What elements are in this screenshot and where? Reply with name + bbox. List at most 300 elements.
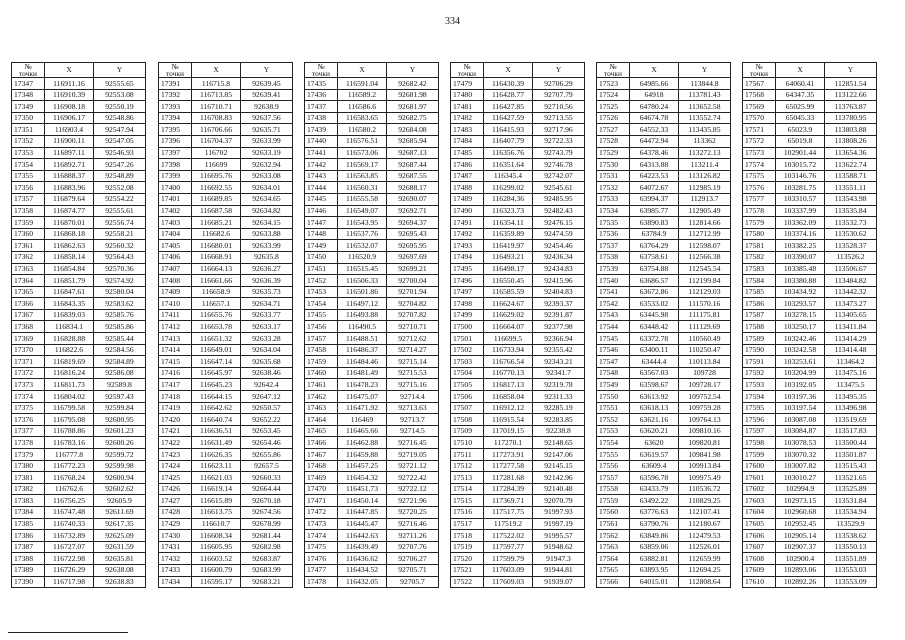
x-coordinate-cell: 117519.2 xyxy=(484,518,533,530)
x-coordinate-cell: 116828.88 xyxy=(45,333,94,345)
x-coordinate-cell: 64918 xyxy=(630,89,679,101)
y-coordinate-cell: 92688.17 xyxy=(387,182,439,194)
point-number-cell: 17478 xyxy=(305,576,338,588)
x-coordinate-cell: 102973.15 xyxy=(776,495,825,507)
y-coordinate-cell: 92632.94 xyxy=(241,159,293,171)
y-coordinate-cell: 92485.95 xyxy=(533,193,585,205)
point-number-cell: 17562 xyxy=(597,530,630,542)
point-number-cell: 17599 xyxy=(743,449,776,461)
point-number-cell: 17582 xyxy=(743,251,776,263)
y-coordinate-cell: 92657.5 xyxy=(241,460,293,472)
y-coordinate-cell: 113362 xyxy=(679,135,731,147)
y-coordinate-cell: 92634.71 xyxy=(241,298,293,310)
x-coordinate-cell: 103146.76 xyxy=(776,170,825,182)
x-coordinate-cell: 65019.8 xyxy=(776,135,825,147)
x-coordinate-cell: 64472.94 xyxy=(630,135,679,147)
x-coordinate-cell: 116651.32 xyxy=(192,333,241,345)
table-row xyxy=(451,449,585,461)
x-coordinate-cell: 103374.16 xyxy=(776,228,825,240)
x-coordinate-cell: 116912.12 xyxy=(484,402,533,414)
y-coordinate-cell: 113780.95 xyxy=(825,112,877,124)
point-number-cell: 17436 xyxy=(305,89,338,101)
y-coordinate-cell: 92617.35 xyxy=(94,518,146,530)
y-coordinate-cell: 109759.28 xyxy=(679,402,731,414)
table-row xyxy=(12,425,146,437)
table-row xyxy=(743,541,877,553)
x-coordinate-cell: 116788.86 xyxy=(45,425,94,437)
table-row xyxy=(743,170,877,182)
y-coordinate-cell: 92687.13 xyxy=(387,147,439,159)
table-row xyxy=(597,298,731,310)
table-row xyxy=(743,530,877,542)
table-row xyxy=(743,402,877,414)
y-coordinate-cell: 92482.43 xyxy=(533,205,585,217)
point-number-cell: 17361 xyxy=(12,240,45,252)
x-coordinate-cell: 116854.84 xyxy=(45,263,94,275)
point-number-cell: 17439 xyxy=(305,124,338,136)
table-row xyxy=(451,147,585,159)
point-number-cell: 17482 xyxy=(451,112,484,124)
y-coordinate-cell: 111570.16 xyxy=(679,298,731,310)
table-row xyxy=(597,251,731,263)
x-coordinate-cell: 116879.64 xyxy=(45,193,94,205)
y-coordinate-cell: 113521.65 xyxy=(825,472,877,484)
point-number-cell: 17418 xyxy=(159,391,192,403)
point-number-cell: 17572 xyxy=(743,135,776,147)
x-coordinate-cell: 116595.17 xyxy=(192,576,241,588)
table-row xyxy=(451,367,585,379)
point-number-cell: 17374 xyxy=(12,391,45,403)
y-coordinate-cell: 92283.85 xyxy=(533,414,585,426)
x-coordinate-cell: 116680.01 xyxy=(192,240,241,252)
point-number-cell: 17558 xyxy=(597,483,630,495)
point-number-cell: 17422 xyxy=(159,437,192,449)
point-number-cell: 17365 xyxy=(12,286,45,298)
table-row xyxy=(305,228,439,240)
x-coordinate-cell: 63790.76 xyxy=(630,518,679,530)
y-coordinate-cell: 92545.61 xyxy=(533,182,585,194)
y-coordinate-cell: 92655.86 xyxy=(241,449,293,461)
y-coordinate-cell: 112598.07 xyxy=(679,240,731,252)
x-coordinate-cell: 116649.01 xyxy=(192,344,241,356)
point-number-cell: 17522 xyxy=(451,576,484,588)
x-coordinate-cell: 116621.03 xyxy=(192,472,241,484)
table-row xyxy=(12,147,146,159)
x-coordinate-cell: 63613.92 xyxy=(630,391,679,403)
point-number-cell: 17500 xyxy=(451,321,484,333)
x-coordinate-cell: 116481.49 xyxy=(338,367,387,379)
point-number-cell: 17549 xyxy=(597,379,630,391)
x-coordinate-cell: 116629.02 xyxy=(484,309,533,321)
y-coordinate-cell: 109764.13 xyxy=(679,414,731,426)
point-number-cell: 17420 xyxy=(159,414,192,426)
table-row xyxy=(159,564,293,576)
point-number-cell: 17553 xyxy=(597,425,630,437)
point-number-cell: 17460 xyxy=(305,367,338,379)
x-coordinate-cell: 117599.79 xyxy=(484,553,533,565)
y-coordinate-cell: 92687.55 xyxy=(387,170,439,182)
x-coordinate-cell: 116624.67 xyxy=(484,298,533,310)
y-coordinate-cell: 109841.98 xyxy=(679,449,731,461)
point-number-cell: 17473 xyxy=(305,518,338,530)
x-coordinate-cell: 103242.58 xyxy=(776,344,825,356)
x-coordinate-cell: 116465.66 xyxy=(338,425,387,437)
x-coordinate-cell: 116573.06 xyxy=(338,147,387,159)
y-coordinate-cell: 92600.94 xyxy=(94,472,146,484)
point-number-cell: 17387 xyxy=(12,541,45,553)
y-coordinate-cell: 92652.22 xyxy=(241,414,293,426)
y-coordinate-cell: 112913.7 xyxy=(679,193,731,205)
y-coordinate-cell: 113515.43 xyxy=(825,460,877,472)
table-row xyxy=(597,391,731,403)
table-row xyxy=(451,228,585,240)
y-coordinate-cell: 92720.25 xyxy=(387,506,439,518)
x-coordinate-cell: 116685.21 xyxy=(192,217,241,229)
point-number-cell: 17414 xyxy=(159,344,192,356)
y-coordinate-cell: 92554.22 xyxy=(94,193,146,205)
y-coordinate-cell: 113552.74 xyxy=(679,112,731,124)
y-coordinate-cell: 92070.79 xyxy=(533,495,585,507)
x-coordinate-cell: 116664.13 xyxy=(192,263,241,275)
y-coordinate-cell: 92681.97 xyxy=(387,101,439,113)
point-number-cell: 17517 xyxy=(451,518,484,530)
x-coordinate-cell: 116555.58 xyxy=(338,193,387,205)
x-coordinate-cell: 116457.25 xyxy=(338,460,387,472)
header-no-label: точки xyxy=(166,69,184,78)
point-number-cell: 17448 xyxy=(305,228,338,240)
x-coordinate-cell: 116658.9 xyxy=(192,286,241,298)
point-number-cell: 17407 xyxy=(159,263,192,275)
table-row xyxy=(305,576,439,588)
table-row xyxy=(743,124,877,136)
x-coordinate-cell: 103278.15 xyxy=(776,309,825,321)
point-number-cell: 17512 xyxy=(451,460,484,472)
y-coordinate-cell: 113442.32 xyxy=(825,286,877,298)
x-coordinate-cell: 117284.39 xyxy=(484,483,533,495)
y-coordinate-cell: 112659.99 xyxy=(679,553,731,565)
y-coordinate-cell: 92415.96 xyxy=(533,275,585,287)
x-coordinate-cell: 117597.77 xyxy=(484,541,533,553)
footer-rule xyxy=(8,632,128,633)
table-row xyxy=(305,391,439,403)
y-coordinate-cell: 92564.43 xyxy=(94,251,146,263)
table-row xyxy=(597,124,731,136)
x-coordinate-cell: 116657.1 xyxy=(192,298,241,310)
point-number-cell: 17416 xyxy=(159,367,192,379)
point-number-cell: 17437 xyxy=(305,101,338,113)
y-coordinate-cell: 92633.77 xyxy=(241,309,293,321)
point-number-cell: 17462 xyxy=(305,391,338,403)
header-no-symbol: № xyxy=(755,62,763,71)
coordinate-table xyxy=(11,62,146,588)
x-coordinate-cell: 63890.83 xyxy=(630,217,679,229)
y-coordinate-cell: 92546.93 xyxy=(94,147,146,159)
y-coordinate-cell: 92713.7 xyxy=(387,414,439,426)
y-coordinate-cell: 92707.79 xyxy=(533,89,585,101)
table-row xyxy=(12,193,146,205)
x-coordinate-cell: 63619.57 xyxy=(630,449,679,461)
x-coordinate-cell: 102893.06 xyxy=(776,564,825,576)
y-coordinate-cell: 92555.61 xyxy=(94,205,146,217)
table-row xyxy=(451,275,585,287)
table-row xyxy=(743,135,877,147)
point-number-cell: 17571 xyxy=(743,124,776,136)
point-number-cell: 17465 xyxy=(305,425,338,437)
x-coordinate-cell: 117609.03 xyxy=(484,576,533,588)
x-coordinate-cell: 116428.77 xyxy=(484,89,533,101)
y-coordinate-cell: 113803.88 xyxy=(825,124,877,136)
x-coordinate-cell: 63985.77 xyxy=(630,205,679,217)
point-number-cell: 17502 xyxy=(451,344,484,356)
x-coordinate-cell: 116868.18 xyxy=(45,228,94,240)
header-point-number xyxy=(12,63,45,78)
y-coordinate-cell: 92585.76 xyxy=(94,309,146,321)
point-number-cell: 17484 xyxy=(451,135,484,147)
table-row xyxy=(743,78,877,90)
point-number-cell: 17412 xyxy=(159,321,192,333)
table-row xyxy=(597,263,731,275)
point-number-cell: 17529 xyxy=(597,147,630,159)
x-coordinate-cell: 116603.52 xyxy=(192,553,241,565)
x-coordinate-cell: 116613.75 xyxy=(192,506,241,518)
y-coordinate-cell: 92722.33 xyxy=(533,135,585,147)
table-row xyxy=(12,78,146,90)
table-row xyxy=(597,506,731,518)
point-number-cell: 17556 xyxy=(597,460,630,472)
point-number-cell: 17568 xyxy=(743,89,776,101)
x-coordinate-cell: 117281.68 xyxy=(484,472,533,484)
point-number-cell: 17545 xyxy=(597,333,630,345)
x-coordinate-cell: 116493.88 xyxy=(338,309,387,321)
y-coordinate-cell: 112905.49 xyxy=(679,205,731,217)
y-coordinate-cell: 92715.53 xyxy=(387,367,439,379)
y-coordinate-cell: 92716.46 xyxy=(387,518,439,530)
table-row xyxy=(451,89,585,101)
point-number-cell: 17565 xyxy=(597,564,630,576)
y-coordinate-cell: 113475.16 xyxy=(825,367,877,379)
point-number-cell: 17600 xyxy=(743,460,776,472)
table-row xyxy=(305,495,439,507)
x-coordinate-cell: 116501.86 xyxy=(338,286,387,298)
x-coordinate-cell: 116713.85 xyxy=(192,89,241,101)
point-number-cell: 17445 xyxy=(305,193,338,205)
table-row xyxy=(743,518,877,530)
point-number-cell: 17425 xyxy=(159,472,192,484)
x-coordinate-cell: 116442.63 xyxy=(338,530,387,542)
point-number-cell: 17507 xyxy=(451,402,484,414)
y-coordinate-cell: 113844.8 xyxy=(679,78,731,90)
point-number-cell: 17479 xyxy=(451,78,484,90)
y-coordinate-cell: 92636.27 xyxy=(241,263,293,275)
x-coordinate-cell: 116874.77 xyxy=(45,205,94,217)
x-coordinate-cell: 117522.02 xyxy=(484,530,533,542)
x-coordinate-cell: 116708.83 xyxy=(192,112,241,124)
table-row xyxy=(451,333,585,345)
table-row xyxy=(305,112,439,124)
y-coordinate-cell: 113411.84 xyxy=(825,321,877,333)
x-coordinate-cell: 103382.25 xyxy=(776,240,825,252)
point-number-cell: 17430 xyxy=(159,530,192,542)
y-coordinate-cell: 110113.84 xyxy=(679,356,731,368)
x-coordinate-cell: 116870.01 xyxy=(45,217,94,229)
table-row xyxy=(597,135,731,147)
x-coordinate-cell: 63754.88 xyxy=(630,263,679,275)
table-row xyxy=(451,564,585,576)
y-coordinate-cell: 92685.94 xyxy=(387,135,439,147)
point-number-cell: 17525 xyxy=(597,101,630,113)
point-number-cell: 17505 xyxy=(451,379,484,391)
header-point-number xyxy=(159,63,192,78)
point-number-cell: 17516 xyxy=(451,506,484,518)
table-row xyxy=(451,530,585,542)
x-coordinate-cell: 63893.95 xyxy=(630,564,679,576)
header-x: X xyxy=(776,63,825,78)
table-row xyxy=(12,182,146,194)
point-number-cell: 17447 xyxy=(305,217,338,229)
table-row xyxy=(743,112,877,124)
point-number-cell: 17373 xyxy=(12,379,45,391)
x-coordinate-cell: 64060.41 xyxy=(776,78,825,90)
table-row xyxy=(159,541,293,553)
x-coordinate-cell: 103390.07 xyxy=(776,251,825,263)
header-point-number xyxy=(305,63,338,78)
y-coordinate-cell: 113495.35 xyxy=(825,391,877,403)
point-number-cell: 17471 xyxy=(305,495,338,507)
y-coordinate-cell: 113526.2 xyxy=(825,251,877,263)
point-number-cell: 17586 xyxy=(743,298,776,310)
x-coordinate-cell: 64378.46 xyxy=(630,147,679,159)
point-number-cell: 17435 xyxy=(305,78,338,90)
point-number-cell: 17438 xyxy=(305,112,338,124)
table-row xyxy=(743,159,877,171)
table-row xyxy=(12,344,146,356)
table-row xyxy=(451,135,585,147)
point-number-cell: 17510 xyxy=(451,437,484,449)
x-coordinate-cell: 64985.66 xyxy=(630,78,679,90)
point-number-cell: 17360 xyxy=(12,228,45,240)
x-coordinate-cell: 116847.61 xyxy=(45,286,94,298)
coordinate-table-2 xyxy=(158,62,293,588)
y-coordinate-cell: 92722.12 xyxy=(387,483,439,495)
point-number-cell: 17380 xyxy=(12,460,45,472)
y-coordinate-cell: 110250.47 xyxy=(679,344,731,356)
point-number-cell: 17464 xyxy=(305,414,338,426)
y-coordinate-cell: 92664.44 xyxy=(241,483,293,495)
point-number-cell: 17607 xyxy=(743,541,776,553)
x-coordinate-cell: 103253.61 xyxy=(776,356,825,368)
point-number-cell: 17356 xyxy=(12,182,45,194)
x-coordinate-cell: 117273.91 xyxy=(484,449,533,461)
x-coordinate-cell: 116583.65 xyxy=(338,112,387,124)
table-row xyxy=(743,576,877,588)
y-coordinate-cell: 92585.86 xyxy=(94,321,146,333)
point-number-cell: 17413 xyxy=(159,333,192,345)
point-number-cell: 17495 xyxy=(451,263,484,275)
x-coordinate-cell: 63372.78 xyxy=(630,333,679,345)
x-coordinate-cell: 103242.46 xyxy=(776,333,825,345)
point-number-cell: 17467 xyxy=(305,449,338,461)
x-coordinate-cell: 103362.09 xyxy=(776,217,825,229)
point-number-cell: 17508 xyxy=(451,414,484,426)
table-row xyxy=(159,425,293,437)
table-row xyxy=(743,147,877,159)
table-row xyxy=(305,170,439,182)
y-coordinate-cell: 92633.88 xyxy=(241,228,293,240)
table-row xyxy=(12,298,146,310)
y-coordinate-cell: 92625.09 xyxy=(94,530,146,542)
table-row xyxy=(305,298,439,310)
y-coordinate-cell: 92683.99 xyxy=(241,564,293,576)
table-row xyxy=(305,344,439,356)
table-row xyxy=(305,356,439,368)
point-number-cell: 17463 xyxy=(305,402,338,414)
y-coordinate-cell: 92634.04 xyxy=(241,344,293,356)
table-row xyxy=(159,367,293,379)
point-number-cell: 17351 xyxy=(12,124,45,136)
header-no-label: точки xyxy=(458,69,476,78)
point-number-cell: 17410 xyxy=(159,298,192,310)
y-coordinate-cell: 92584.89 xyxy=(94,356,146,368)
y-coordinate-cell: 113808.26 xyxy=(825,135,877,147)
x-coordinate-cell: 116903.4 xyxy=(45,124,94,136)
table-row xyxy=(451,205,585,217)
y-coordinate-cell: 92597.43 xyxy=(94,391,146,403)
table-row xyxy=(12,576,146,588)
table-row xyxy=(305,518,439,530)
y-coordinate-cell: 92638.9 xyxy=(241,101,293,113)
x-coordinate-cell: 63598.67 xyxy=(630,379,679,391)
table-row xyxy=(305,193,439,205)
y-coordinate-cell: 92436.34 xyxy=(533,251,585,263)
table-row xyxy=(743,321,877,333)
y-coordinate-cell: 92601.23 xyxy=(94,425,146,437)
table-row xyxy=(743,217,877,229)
header-x: X xyxy=(192,63,241,78)
x-coordinate-cell: 63445.98 xyxy=(630,309,679,321)
x-coordinate-cell: 116605.95 xyxy=(192,541,241,553)
point-number-cell: 17481 xyxy=(451,101,484,113)
table-row xyxy=(451,402,585,414)
point-number-cell: 17539 xyxy=(597,263,630,275)
table-row xyxy=(743,298,877,310)
point-number-cell: 17542 xyxy=(597,298,630,310)
y-coordinate-cell: 92633.19 xyxy=(241,147,293,159)
x-coordinate-cell: 116911.16 xyxy=(45,78,94,90)
table-row xyxy=(451,193,585,205)
y-coordinate-cell: 113500.44 xyxy=(825,437,877,449)
x-coordinate-cell: 64347.35 xyxy=(776,89,825,101)
y-coordinate-cell: 92683.21 xyxy=(241,576,293,588)
table-row xyxy=(159,402,293,414)
x-coordinate-cell: 116883.96 xyxy=(45,182,94,194)
x-coordinate-cell: 116816.24 xyxy=(45,367,94,379)
y-coordinate-cell: 92550.19 xyxy=(94,101,146,113)
header-y: Y xyxy=(241,63,293,78)
point-number-cell: 17440 xyxy=(305,135,338,147)
x-coordinate-cell: 116427.85 xyxy=(484,101,533,113)
x-coordinate-cell: 64223.53 xyxy=(630,170,679,182)
point-number-cell: 17469 xyxy=(305,472,338,484)
y-coordinate-cell: 113538.62 xyxy=(825,530,877,542)
point-number-cell: 17408 xyxy=(159,275,192,287)
x-coordinate-cell: 116733.94 xyxy=(484,344,533,356)
point-number-cell: 17369 xyxy=(12,333,45,345)
point-number-cell: 17546 xyxy=(597,344,630,356)
y-coordinate-cell: 109820.81 xyxy=(679,437,731,449)
table-row xyxy=(12,101,146,113)
table-row xyxy=(305,506,439,518)
table-header-row xyxy=(451,63,585,78)
